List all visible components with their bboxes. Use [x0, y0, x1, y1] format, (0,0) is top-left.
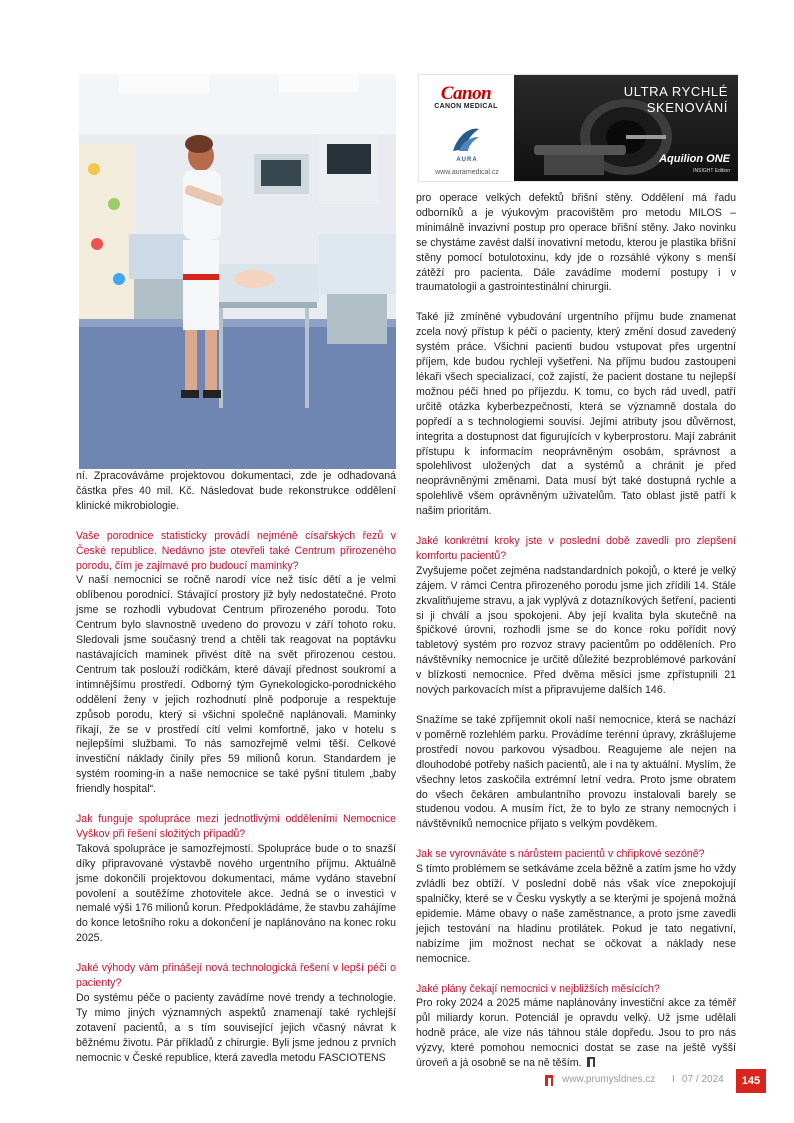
hospital-photo — [79, 74, 396, 469]
question-heading: Jak funguje spolupráce mezi jednotlivými odděleními Nemocnice Vyškov při řešení složitých případů? — [76, 813, 396, 840]
ad-logos — [419, 75, 514, 183]
canon-medical-label: CANON MEDICAL — [434, 103, 498, 110]
paragraph: Snažíme se také zpříjemnit okolí naší nemocnice, která se nachází v poměrně rozlehlém parku. Provádíme terénní úpravy, zkrášlujeme prostředí novou parkovou výsadbou. Reagujeme ale nejen na dlouhodobé potřeby našich pacientů, ale i na ty aktuální. Myslím, že všechny letos zaskočila extrémní letní vedra. Proto jsme obratem do všech čekáren ambulantního provozu instalovali barely se studenou vodou. A musím říct, že to bylo ze strany nemocných i návštěvníků nemocnice přijato s velkým povděkem. — [416, 714, 736, 831]
question-heading: Vaše porodnice statisticky provádí nejméně císařských řezů v České republice. Nedávno jste otevřeli také Centrum přirozeného porodu, čím je zajímavé pro budoucí maminky? — [76, 529, 396, 572]
paragraph: Také již zmíněné vybudování urgentního příjmu bude znamenat zcela nový přístup k péči o pacienty, který změní dosud zavedený systém práce. Všichni pacienti budou vstupovat přes urgentní příjem, kde budou rychleji vyšetřeni. Na příjmu budou zastoupeni lékaři všech specializací, což zajistí, že pacient dostane tu nejlepší možnou péči hned po příjezdu. K tomu, co bych rád uvedl, patří určitě otázka kyberbezpečnosti, která se významně dostala do popředí a s technologiemi souvisí. Jejími atributy jsou důvěrnost, integrita a dostupnost dat figurujících v kyberprostoru. Mají zabránit přístupu k informacím neoprávněným osobám, správnost a spolehlivost uložených dat a systémů a chránit je před neoprávněnými změnami. Data musí být také dostupná rychle a spolehlivě všem oprávněným uživatelům. Tato oblast jistě patří k našim prioritám. — [416, 311, 736, 518]
answer-paragraph: S tímto problémem se setkáváme zcela běžně a zatím jsme ho vždy zvládli bez obtíží. V poslední době nás však více znepokojují spalničky, které se v Česku vyskytly a se kterými je spojená možná epidemie. Máme obavy o naše zaměstnance, a proto jsme zavedli jejich testování na hladinu protilátek. Pokud je tato negativní, nabízíme jim možnost nechat se očkovat a náklady nese nemocnice. — [416, 863, 736, 965]
page-footer — [530, 1069, 761, 1093]
left-text-column — [76, 469, 396, 1066]
footer-url[interactable]: www.prumysldnes.cz — [562, 1074, 656, 1085]
answer-paragraph: Do systému péče o pacienty zavádíme nové trendy a technologie. Ty mimo jiných významných aspektů znamenají také rychlejší zotavení pacientů, a s tím související jejich včasný návrat k běžnému životu. Pár příkladů z chirurgie. Byli jsme jednou z prvních nemocnic v České republice, která zavedla metodu FASCIOTENS — [76, 992, 396, 1064]
footer-separator: I — [672, 1074, 675, 1085]
canon-aura-advertisement[interactable] — [418, 74, 738, 182]
footer-issue: 07 / 2024 — [682, 1074, 724, 1085]
article-end-mark-icon — [587, 1057, 595, 1067]
answer-paragraph: V naší nemocnici se ročně narodí více než tisíc dětí a je velmi oblíbenou porodnicí. Stávající prostory již byly nedostatečné. Proto jsme se rozhodli vybudovat Centrum přirozeného porodu. Toto Centrum bylo slavnostně uvedeno do provozu v září tohoto roku. Sledovali jsme současný trend a chtěli tak reagovat na poptávku nastávajících maminek přivést dítě na svět přirozenou cestou. Centrum tak poslouží rodičkám, které dávají přednost soukromí a intimnějšímu prostředí. Odborný tým Gynekologicko-porodnického oddělení ženy v jejich rozhodnutí plně podporuje a respektuje způsob porodu, který si všichni společně naplánovali. Maminky říkají, že se v prostředí cítí velmi komfortně, jako v hotelu s nejlepšími službami. To nás samozřejmě velmi těší. Celkové investiční náklady činily přes 59 milionů korun. Standardem je systém rooming-in a naše nemocnice se také pyšní titulem „baby friendly hospital“. — [76, 574, 396, 796]
ad-model-name: Aquilion ONE — [659, 153, 730, 165]
page-number: 145 — [736, 1069, 766, 1093]
right-text-column — [416, 191, 736, 1071]
nurse-photo-illustration — [79, 74, 396, 469]
question-heading: Jaké výhody vám přinášejí nová technologická řešení v lepší péči o pacienty? — [76, 962, 396, 990]
paragraph: ní. Zpracováváme projektovou dokumentaci, zde je odhadovaná částka přes 40 mil. Kč. Následovat bude rekonstrukce oddělení klinické mikrobiologie. — [76, 470, 396, 512]
canon-logo: Canon — [440, 83, 492, 104]
aura-logo-icon — [449, 123, 483, 155]
ad-headline-line2: SKENOVÁNÍ — [646, 100, 728, 115]
question-heading: Jak se vyrovnáváte s nárůstem pacientů v chřipkové sezóně? — [416, 848, 705, 861]
ad-headline-line1: ULTRA RYCHLÉ — [623, 84, 728, 99]
aura-logo-label: AURA — [456, 157, 478, 163]
question-heading: Jaké plány čekají nemocnici v nejbližších měsících? — [416, 982, 660, 995]
final-answer-text: Pro roky 2024 a 2025 máme naplánovány investiční akce za téměř půl miliardy korun. Potenciál je opravdu velký. Už jsme udělali hodně práce, ale vize nás táhnou stále dopředu. Jsou to pro nás výzvy, které pomohou nemocnici dostat se zase na ještě vyšší úroveň a já osobně se na ně těším. — [416, 997, 736, 1070]
ad-url[interactable]: www.auramedical.cz — [435, 169, 499, 176]
question-heading: Jaké konkrétní kroky jste v poslední době zavedli pro zlepšení komfortu pacientů? — [416, 535, 736, 562]
answer-paragraph: Zvyšujeme počet zejména nadstandardních pokojů, o které je velký zájem. V rámci Centra přirozeného porodu jsme jich zřídili 14. Stále zkvalitňujeme stravu, a jak vyplývá z dotazníkových šetření, pacienti si ji chválí a jsou spokojeni. Aby její kvalita byla skutečně na špičkové úrovni, rozhodli jsme se do konce roku pořídit nový tabletový systém pro rozvoz stravy pacientům po odděleních. Pro návštěvníky nemocnice je určitě důležité bezproblémové parkování v blízkosti nemocnice. Před dvěma měsíci jsme zpřístupnili 21 nových parkovacích míst a připravujeme dalších 146. — [416, 564, 736, 697]
answer-paragraph — [416, 996, 736, 1071]
answer-paragraph: Taková spolupráce je samozřejmostí. Spolupráce bude o to snazší díky připravované výstavbě nového urgentního příjmu. Aktuálně jsme dokončili projektovou dokumentaci, máme vydáno stavební povolení a soutěžíme zhotovitele akce. Jedná se o investici v nemalé výši 176 milionů korun. Předpokládáme, že stavbu zahájíme do konce letošního roku a dokončení je naplánováno na konec roku 2025. — [76, 842, 396, 945]
ad-ct-scanner-panel — [514, 75, 738, 181]
ad-edition-label: INSIGHT Edition — [693, 168, 730, 174]
paragraph: pro operace velkých defektů břišní stěny. Oddělení má řadu odborníků a je výukovým pracovištěm pro metodu MILOS – minimálně invazivní postup pro operace břišní stěny. Jako novinku se chystáme zavést další inovativní metodu, kterou je plastika břišní stěny pomocí botulotoxinu, kdy jde o rozsáhlé výkony s menší zátěží pro pacienta. Dále zavádíme moderní postupy i v traumatologii a gastrointestinální chirurgii. — [416, 192, 736, 294]
brand-mark-icon — [545, 1075, 553, 1086]
